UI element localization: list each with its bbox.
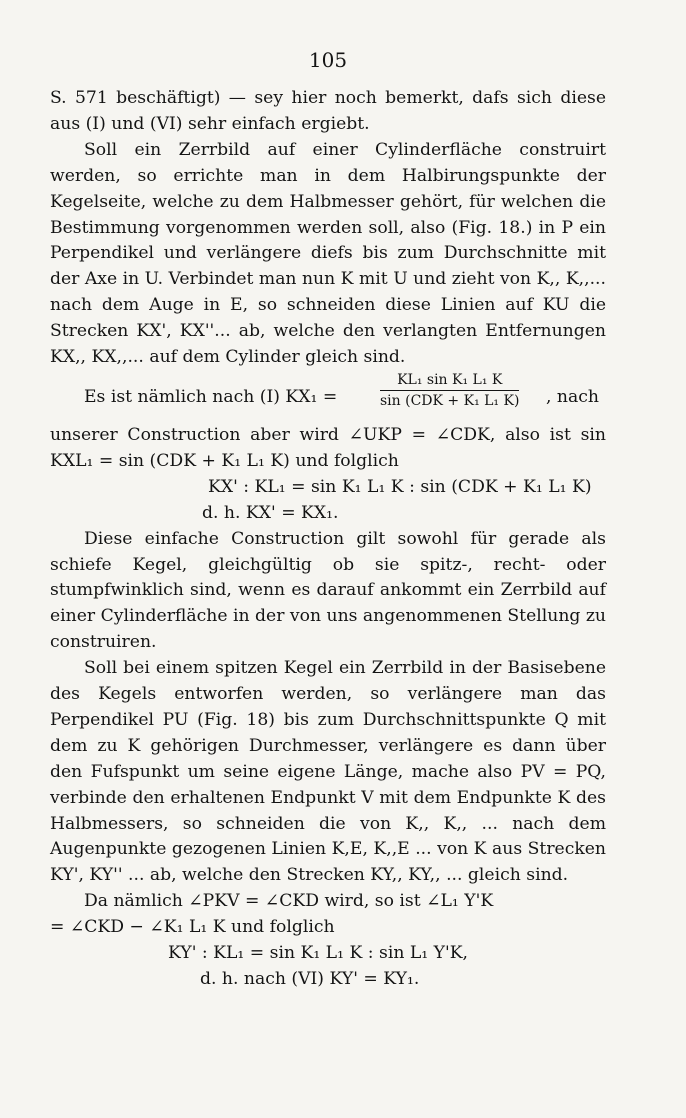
equation-tail: , nach [546, 386, 599, 407]
equation-lead: Es ist nämlich nach (I) KX₁ = [84, 386, 338, 407]
book-page [50, 0, 606, 1118]
equation-angle-statement: Da nämlich ∠PKV = ∠CKD wird, so ist ∠L₁ Y'K [84, 891, 494, 912]
fraction-numerator: KL₁ sin K₁ L₁ K [380, 371, 519, 391]
equation-conclusion-x: d. h. KX' = KX₁. [202, 502, 339, 523]
equation-angle-difference: = ∠CKD − ∠K₁ L₁ K und folglich [50, 917, 335, 938]
equation-conclusion-y: d. h. nach (VI) KY' = KY₁. [200, 969, 420, 989]
page-number: 105 [308, 48, 348, 72]
paragraph-cylinder-construction: Soll ein Zerrbild auf einer Cylinderfläche construirt werden, so errichte man in dem Halbirungspunkte der Kegelseite, welche zu dem Halbmesser gehört, für welchen die Bestimmung vorgenommen werden soll, also (Fig. 18.) in P ein Perpendikel und verlängere diefs bis zum Durchschnitte mit der Axe in U. Verbindet man nun K mit U und zieht von K,, K,,... nach dem Auge in E, so schneiden diese Linien auf KU die Strecken KX', KX''... ab, welche den verlangten Entfernungen KX,, KX,,... auf dem Cylinder gleich sind. [50, 139, 606, 368]
fraction-denominator: sin (CDK + K₁ L₁ K) [380, 392, 520, 409]
equation-fraction [380, 371, 519, 410]
body-text [50, 86, 606, 993]
paragraph-general-validity: Diese einfache Construction gilt sowohl für gerade als schiefe Kegel, gleichgültig ob sie spitz-, recht- oder stumpfwinklich sind, wenn es darauf ankommt ein Zerrbild auf einer Cylinderfläche in der von uns angenommenen Stellung zu construiren. [50, 528, 606, 653]
equation-ratio-y: KY' : KL₁ = sin K₁ L₁ K : sin L₁ Y'K, [168, 943, 469, 964]
paragraph-continuation: S. 571 beschäftigt) — sey hier noch bemerkt, dafs sich diese aus (I) und (VI) sehr einfach ergiebt. [50, 88, 606, 134]
equation-ratio-x: KX' : KL₁ = sin K₁ L₁ K : sin (CDK + K₁ L₁ K) [208, 476, 592, 497]
paragraph-equation-continuation: unserer Construction aber wird ∠UKP = ∠CDK, also ist sin KXL₁ = sin (CDK + K₁ L₁ K) und folglich [50, 424, 606, 471]
paragraph-base-plane-construction: Soll bei einem spitzen Kegel ein Zerrbild in der Basisebene des Kegels entworfen werden, so verlängere man das Perpendikel PU (Fig. 18) bis zum Durchschnittspunkte Q mit dem zu K gehörigen Durchmesser, verlängere es dann über den Fufspunkt um seine eigene Länge, mache also PV = PQ, verbinde den erhaltenen Endpunkt V mit dem Endpunkte K des Halbmessers, so schneiden die von K,, K,, ... nach dem Augenpunkte gezogenen Linien K,E, K,,E ... von K aus Strecken KY', KY'' ... ab, welche den Strecken KY,, KY,, ... gleich sind. [50, 658, 606, 886]
equation-line-fraction [50, 371, 606, 423]
